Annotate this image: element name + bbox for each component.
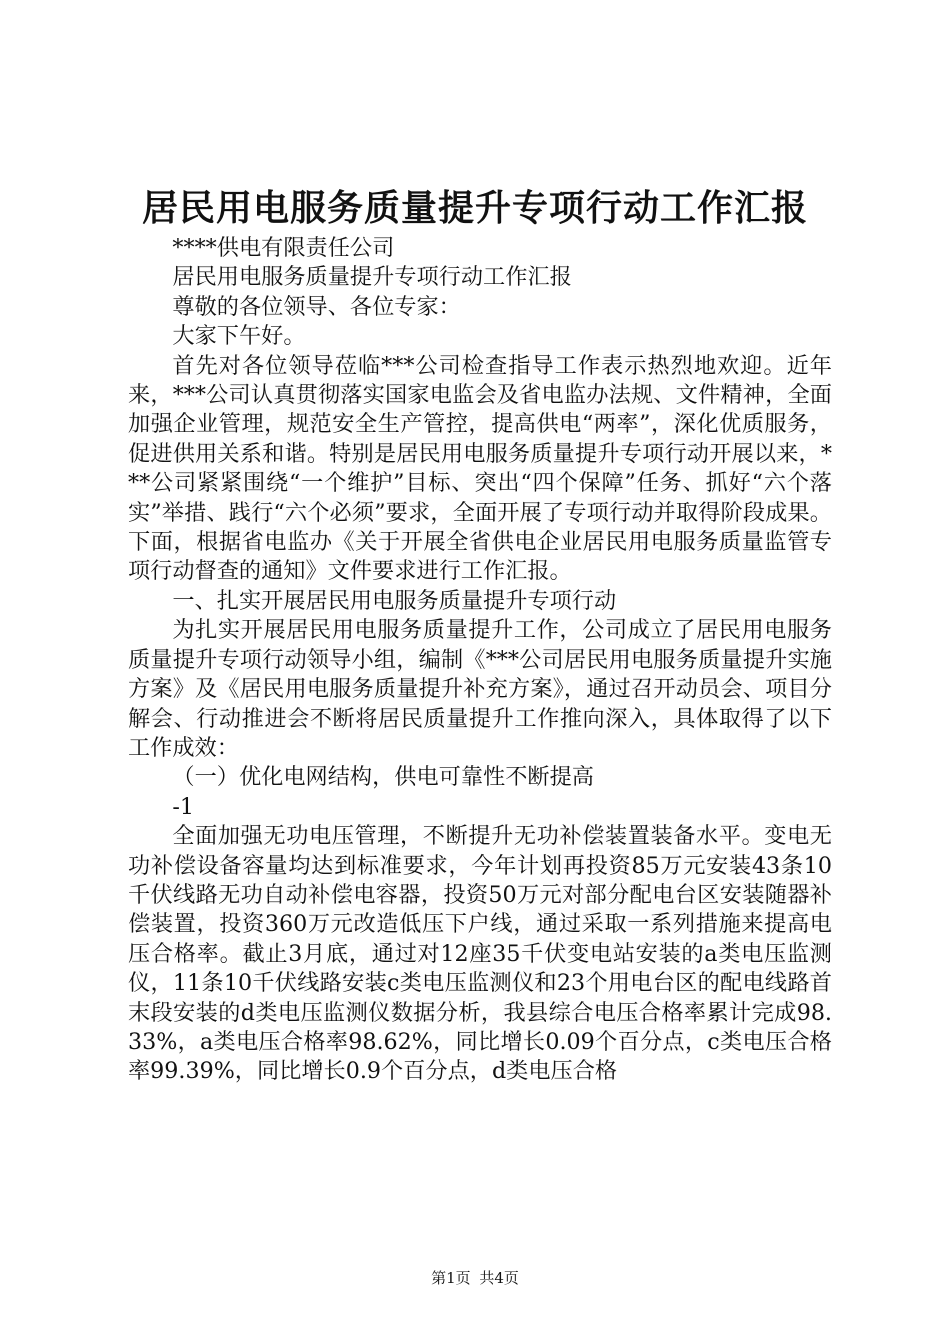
item-number: -1 — [172, 793, 195, 820]
intro-paragraph: 首先对各位领导莅临***公司检查指导工作表示热烈地欢迎。近年来，***公司认真贯彻落实国家电监会及省电监办法规、文件精神，全面加强企业管理，规范安全生产管控，提高供电“两率”，深化优质服务，促进供用关系和谐。特别是居民用电服务质量提升专项行动开展以来，***公司紧紧围绕“一个维护”目标、突出“四个保障”任务、抓好“六个落实”举措、践行“六个必须”要求，全面开展了专项行动并取得阶段成果。下面，根据省电监办《关于开展全省供电企业居民用电服务质量监管专项行动督查的通知》文件要求进行工作汇报。 — [128, 352, 832, 585]
page-total: 共4页 — [479, 1269, 519, 1287]
section-1-paragraph: 为扎实开展居民用电服务质量提升工作，公司成立了居民用电服务质量提升专项行动领导小组，编制《***公司居民用电服务质量提升实施方案》及《居民用电服务质量提升补充方案》，通过召开动员会、项目分解会、行动推进会不断将居民质量提升工作推向深入，具体取得了以下工作成效： — [128, 617, 832, 761]
report-subtitle: 居民用电服务质量提升专项行动工作汇报 — [172, 264, 572, 291]
greeting: 大家下午好。 — [172, 323, 306, 350]
salutation: 尊敬的各位领导、各位专家： — [172, 293, 461, 320]
page-footer — [0, 1268, 950, 1288]
section-heading-1: 一、扎实开展居民用电服务质量提升专项行动 — [172, 587, 617, 614]
document-title: 居民用电服务质量提升专项行动工作汇报 — [141, 187, 808, 229]
page-number: 第1页 — [431, 1269, 471, 1287]
company-line: ****供电有限责任公司 — [172, 235, 395, 261]
voltage-paragraph: 全面加强无功电压管理，不断提升无功补偿装置装备水平。变电无功补偿设备容量均达到标准要求，今年计划再投资85万元安装43条10千伏线路无功自动补偿电容器，投资50万元对部分配电台区安装随器补偿装置，投资360万元改造低压下户线，通过采取一系列措施来提高电压合格率。截止3月底，通过对12座35千伏变电站安装的a类电压监测仪，11条10千伏线路安装c类电压监测仪和23个用电台区的配电线路首末段安装的d类电压监测仪数据分析，我县综合电压合格率累计完成98.33%，a类电压合格率98.62%，同比增长0.09个百分点，c类电压合格率99.39%，同比增长0.9个百分点，d类电压合格 — [128, 823, 832, 1085]
document-body — [128, 234, 832, 1087]
subsection-heading-1: （一）优化电网结构，供电可靠性不断提高 — [172, 764, 594, 791]
